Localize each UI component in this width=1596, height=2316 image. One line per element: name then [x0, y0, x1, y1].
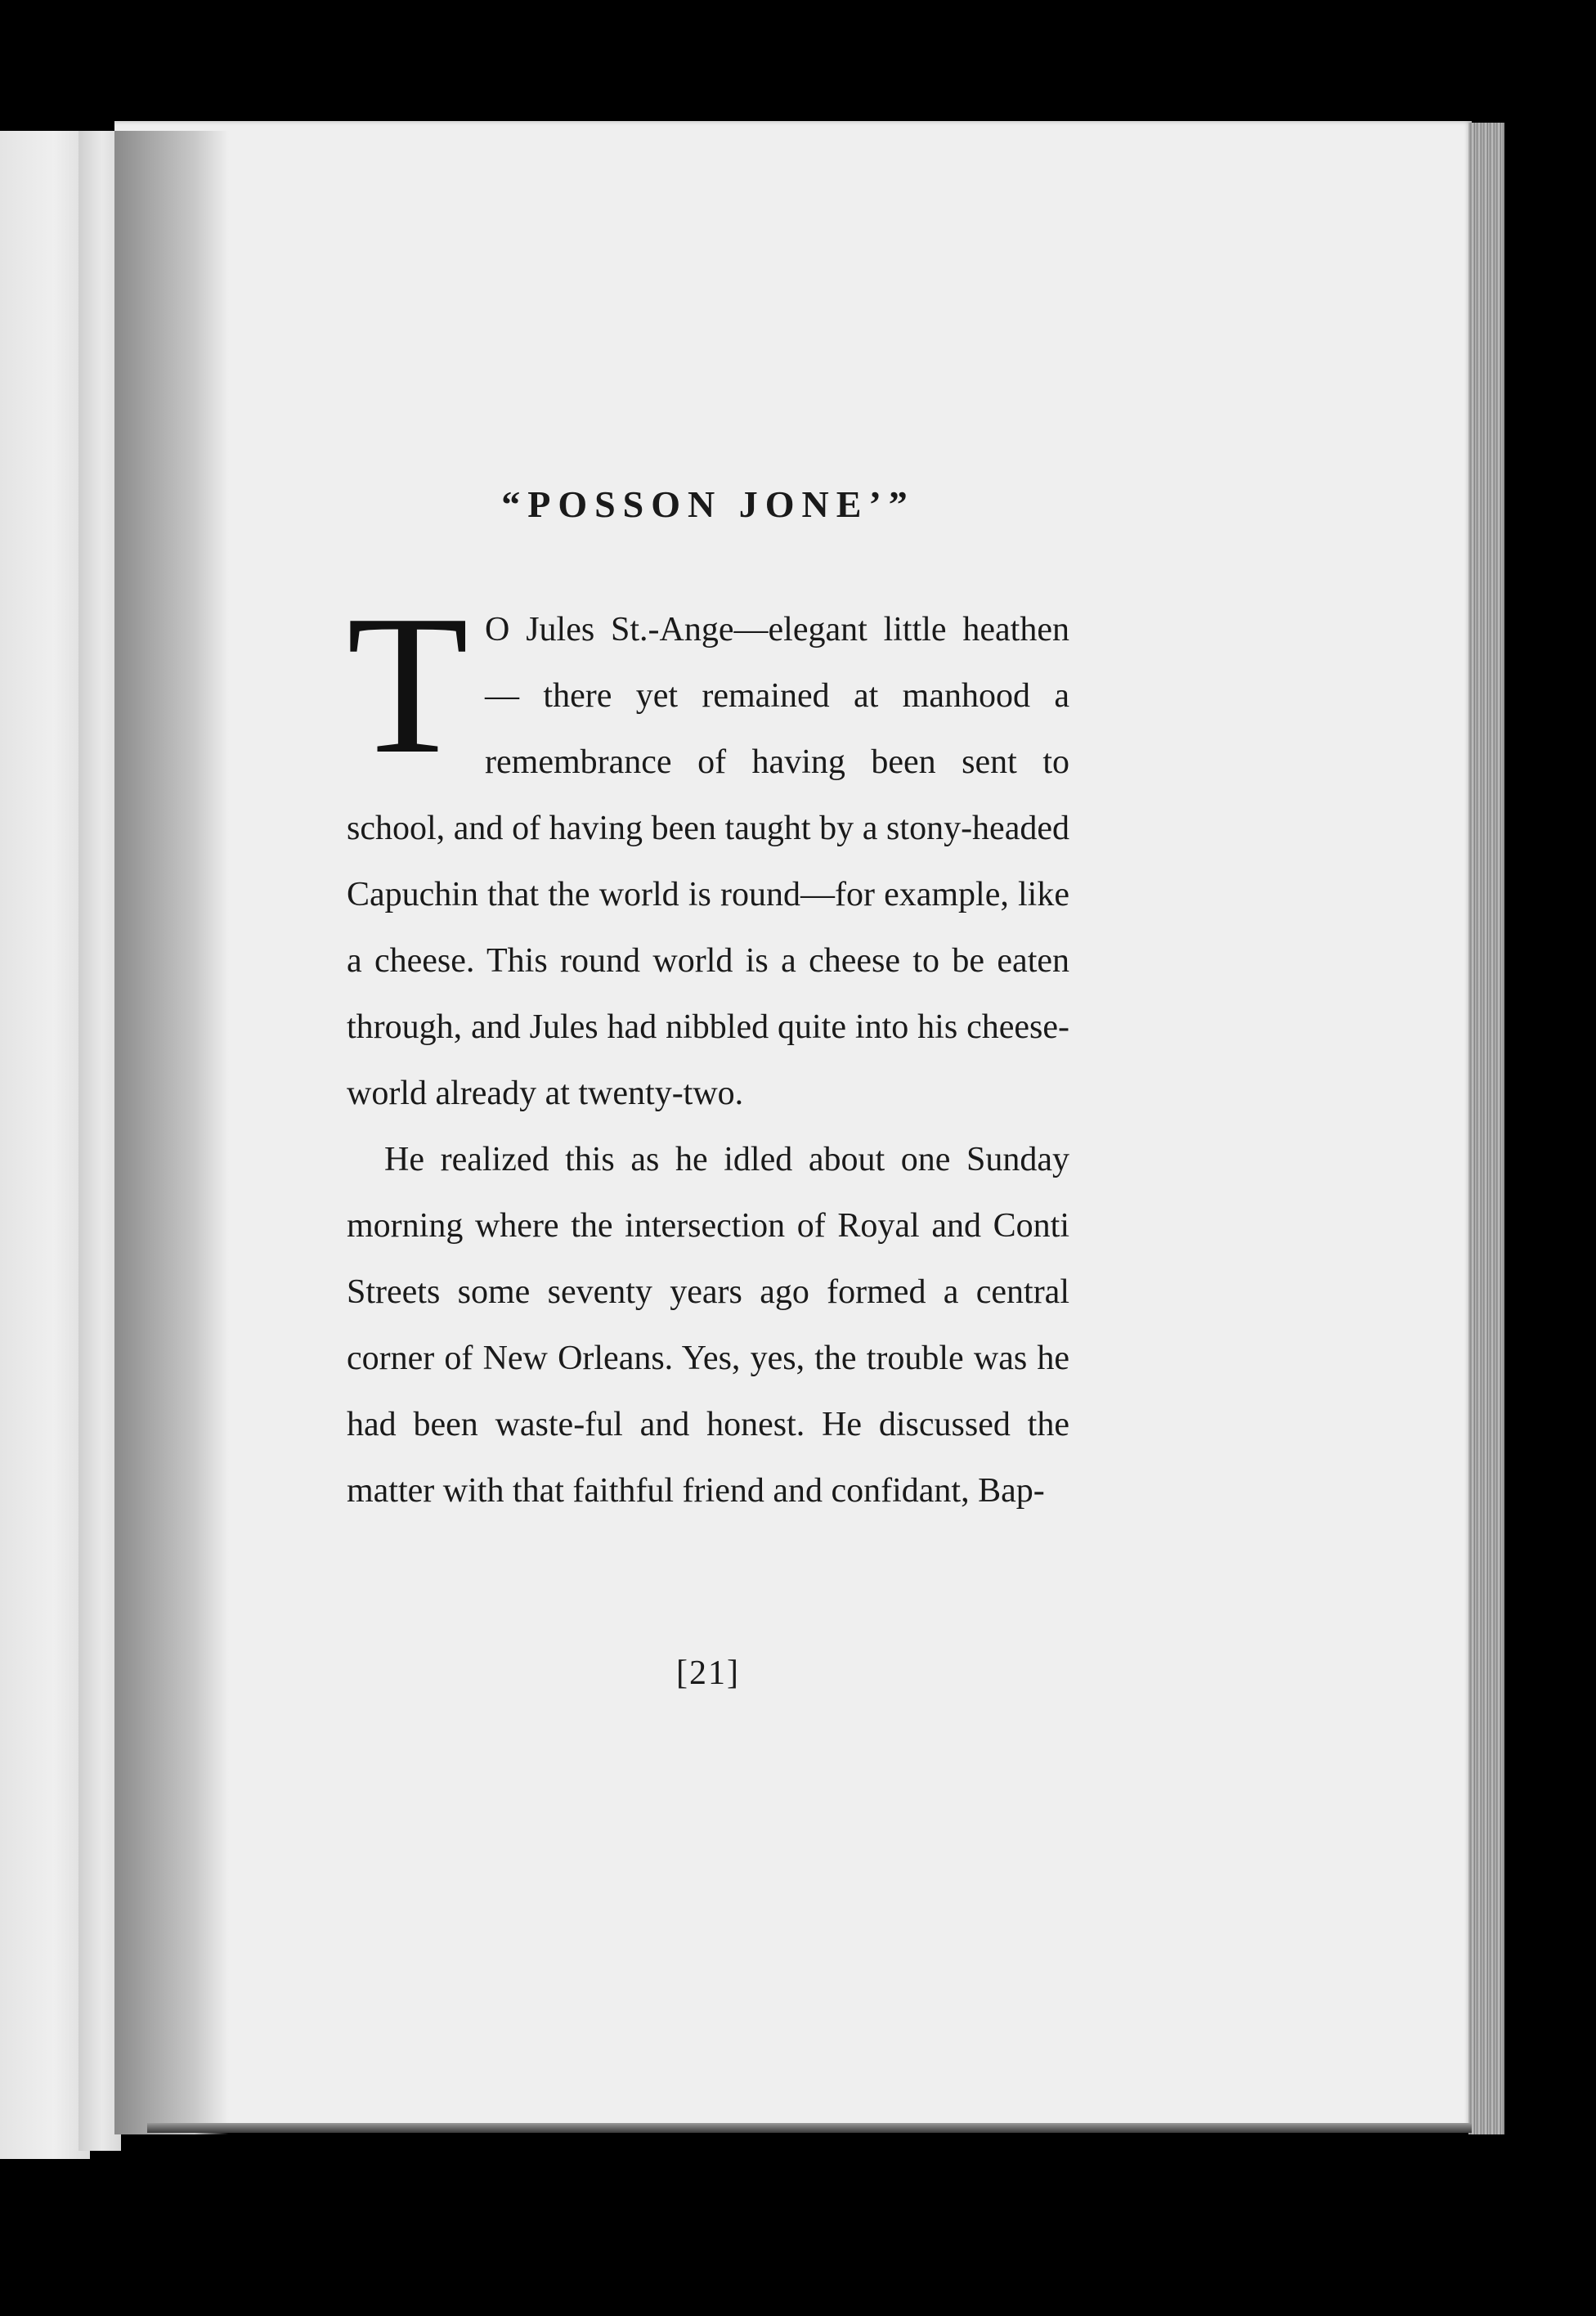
chapter-title: “POSSON JONE’” [501, 483, 915, 525]
paragraph-1 [347, 574, 1069, 1127]
previous-page-edge [0, 131, 90, 2159]
body-text [347, 574, 1069, 1524]
page-bottom-edge [147, 2123, 1472, 2133]
spine-shadow [114, 131, 229, 2134]
page-number: [21] [676, 1654, 740, 1692]
page-fore-edge [1468, 123, 1504, 2134]
paragraph-1-text: O Jules St.-Ange—elegant little heathen — there yet remained at manhood a remembrance of having been sent to school, and of having been taught by a stony-headed Capuchin that the world is round—for example, like a cheese. This round world is a cheese to be eaten through, and Jules had nibbled quite into his cheese-world already at twenty-two. [347, 611, 1069, 1112]
paragraph-2: He realized this as he idled about one Sunday morning where the intersection of Royal and Conti Streets some seventy years ago formed a central corner of New Orleans. Yes, yes, the trouble was he had been waste-ful and honest. He discussed the matter with that faithful friend and confidant, Bap- [347, 1141, 1069, 1510]
drop-cap: T [347, 574, 469, 795]
